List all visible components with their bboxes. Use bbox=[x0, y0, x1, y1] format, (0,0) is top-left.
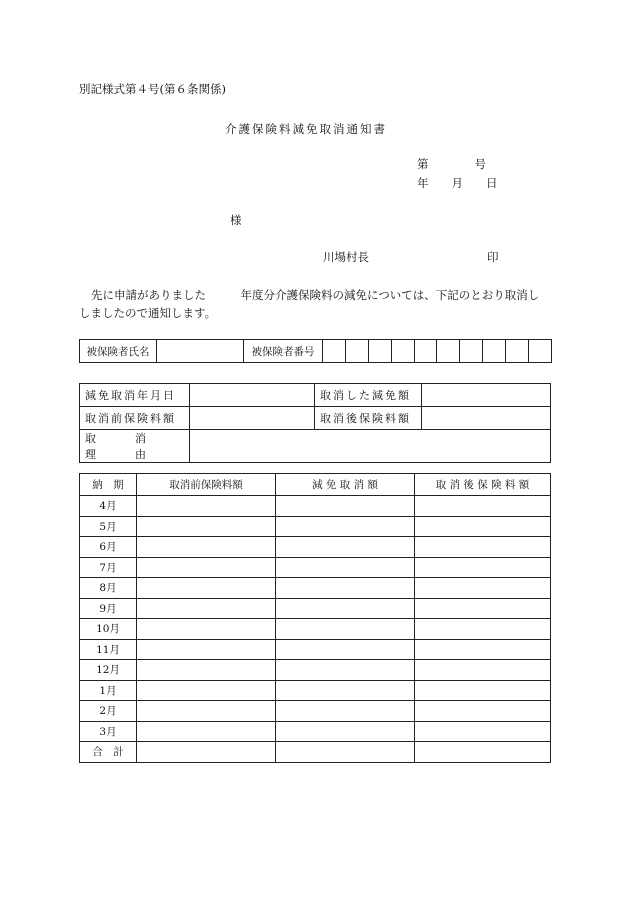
month-row bbox=[80, 578, 551, 599]
month-label: 1月 bbox=[80, 680, 137, 701]
month-row bbox=[80, 619, 551, 640]
cancelled-amount-field[interactable] bbox=[422, 384, 551, 407]
form-number: 別記様式第４号(第６条関係) bbox=[79, 82, 226, 96]
after-amount-cell[interactable] bbox=[415, 578, 551, 599]
seal-mark: 印 bbox=[487, 250, 499, 264]
cancel-amount-cell[interactable] bbox=[276, 598, 415, 619]
after-amount-field[interactable] bbox=[422, 407, 551, 430]
after-amount-cell[interactable] bbox=[415, 680, 551, 701]
header-after-amount: 取 消 後 保 険 料 額 bbox=[415, 474, 551, 496]
month-label: 6月 bbox=[80, 537, 137, 558]
before-amount-cell[interactable] bbox=[137, 660, 276, 681]
insured-number-digit[interactable] bbox=[506, 340, 529, 363]
month-label: 8月 bbox=[80, 578, 137, 599]
month-label: 7月 bbox=[80, 557, 137, 578]
before-amount-cell[interactable] bbox=[137, 496, 276, 517]
insured-number-digit[interactable] bbox=[391, 340, 414, 363]
header-payment-period: 納 期 bbox=[80, 474, 137, 496]
cancel-amount-cell[interactable] bbox=[276, 701, 415, 722]
month-row bbox=[80, 557, 551, 578]
reason-field[interactable] bbox=[190, 430, 551, 463]
before-amount-cell[interactable] bbox=[137, 721, 276, 742]
before-amount-cell[interactable] bbox=[137, 680, 276, 701]
before-amount-cell[interactable] bbox=[137, 516, 276, 537]
month-row bbox=[80, 516, 551, 537]
before-amount-cell[interactable] bbox=[137, 578, 276, 599]
before-amount-cell[interactable] bbox=[137, 639, 276, 660]
cancel-amount-cell[interactable] bbox=[276, 557, 415, 578]
month-row bbox=[80, 721, 551, 742]
cancel-amount-cell[interactable] bbox=[276, 516, 415, 537]
cancel-amount-cell[interactable] bbox=[276, 578, 415, 599]
reason-label: 取 消 理 由 bbox=[80, 430, 190, 463]
insured-name-field[interactable] bbox=[157, 340, 244, 363]
before-amount-cell[interactable] bbox=[137, 598, 276, 619]
total-row bbox=[80, 742, 551, 763]
month-label: 9月 bbox=[80, 598, 137, 619]
cancel-amount-cell[interactable] bbox=[276, 721, 415, 742]
insured-number-digit[interactable] bbox=[368, 340, 391, 363]
cancel-date-field[interactable] bbox=[190, 384, 315, 407]
after-amount-cell[interactable] bbox=[415, 701, 551, 722]
after-amount-cell[interactable] bbox=[415, 516, 551, 537]
insured-number-digit[interactable] bbox=[437, 340, 460, 363]
cancel-date-label: 減免取消年月日 bbox=[80, 384, 190, 407]
total-cancel-amount[interactable] bbox=[276, 742, 415, 763]
before-amount-field[interactable] bbox=[190, 407, 315, 430]
payment-period-table bbox=[79, 473, 551, 763]
insured-number-digit[interactable] bbox=[414, 340, 437, 363]
month-row bbox=[80, 660, 551, 681]
month-row bbox=[80, 598, 551, 619]
cancel-amount-cell[interactable] bbox=[276, 619, 415, 640]
month-row bbox=[80, 680, 551, 701]
insured-number-digit[interactable] bbox=[483, 340, 506, 363]
month-label: 4月 bbox=[80, 496, 137, 517]
document-number-label: 第 号 bbox=[417, 157, 486, 171]
month-label: 10月 bbox=[80, 619, 137, 640]
addressee-suffix: 様 bbox=[230, 213, 242, 227]
insured-number-digit[interactable] bbox=[529, 340, 552, 363]
notice-text-line1: 先に申請がありました 年度分介護保険料の減免については、下記のとおり取消し bbox=[91, 288, 540, 302]
after-amount-cell[interactable] bbox=[415, 619, 551, 640]
issuer-name: 川場村長 bbox=[323, 250, 369, 264]
cancel-amount-cell[interactable] bbox=[276, 537, 415, 558]
cancellation-table bbox=[79, 383, 551, 463]
total-label: 合 計 bbox=[80, 742, 137, 763]
after-amount-cell[interactable] bbox=[415, 721, 551, 742]
month-label: 2月 bbox=[80, 701, 137, 722]
insured-number-label: 被保険者番号 bbox=[244, 340, 323, 363]
after-amount-cell[interactable] bbox=[415, 537, 551, 558]
month-row bbox=[80, 496, 551, 517]
month-label: 5月 bbox=[80, 516, 137, 537]
cancel-amount-cell[interactable] bbox=[276, 680, 415, 701]
cancelled-amount-label: 取消した減免額 bbox=[315, 384, 422, 407]
insured-number-digit[interactable] bbox=[323, 340, 346, 363]
month-row bbox=[80, 537, 551, 558]
insured-number-digit[interactable] bbox=[460, 340, 483, 363]
after-amount-cell[interactable] bbox=[415, 496, 551, 517]
insured-name-label: 被保険者氏名 bbox=[80, 340, 157, 363]
cancel-amount-cell[interactable] bbox=[276, 639, 415, 660]
before-amount-cell[interactable] bbox=[137, 701, 276, 722]
cancel-amount-cell[interactable] bbox=[276, 660, 415, 681]
before-amount-label: 取消前保険料額 bbox=[80, 407, 190, 430]
after-amount-cell[interactable] bbox=[415, 660, 551, 681]
after-amount-label: 取消後保険料額 bbox=[315, 407, 422, 430]
cancel-amount-cell[interactable] bbox=[276, 496, 415, 517]
month-row bbox=[80, 701, 551, 722]
date-label: 年 月 日 bbox=[417, 176, 498, 190]
before-amount-cell[interactable] bbox=[137, 537, 276, 558]
total-after-amount[interactable] bbox=[415, 742, 551, 763]
month-label: 12月 bbox=[80, 660, 137, 681]
insured-info-table bbox=[79, 339, 552, 363]
month-label: 11月 bbox=[80, 639, 137, 660]
before-amount-cell[interactable] bbox=[137, 619, 276, 640]
insured-number-digit[interactable] bbox=[345, 340, 368, 363]
after-amount-cell[interactable] bbox=[415, 557, 551, 578]
header-cancel-amount: 減 免 取 消 額 bbox=[276, 474, 415, 496]
document-title: 介護保険料減免取消通知書 bbox=[225, 122, 387, 136]
total-before-amount[interactable] bbox=[137, 742, 276, 763]
month-row bbox=[80, 639, 551, 660]
before-amount-cell[interactable] bbox=[137, 557, 276, 578]
notice-text-line2: しましたので通知します。 bbox=[79, 306, 217, 320]
month-label: 3月 bbox=[80, 721, 137, 742]
after-amount-cell[interactable] bbox=[415, 639, 551, 660]
header-before-amount: 取消前保険料額 bbox=[137, 474, 276, 496]
after-amount-cell[interactable] bbox=[415, 598, 551, 619]
